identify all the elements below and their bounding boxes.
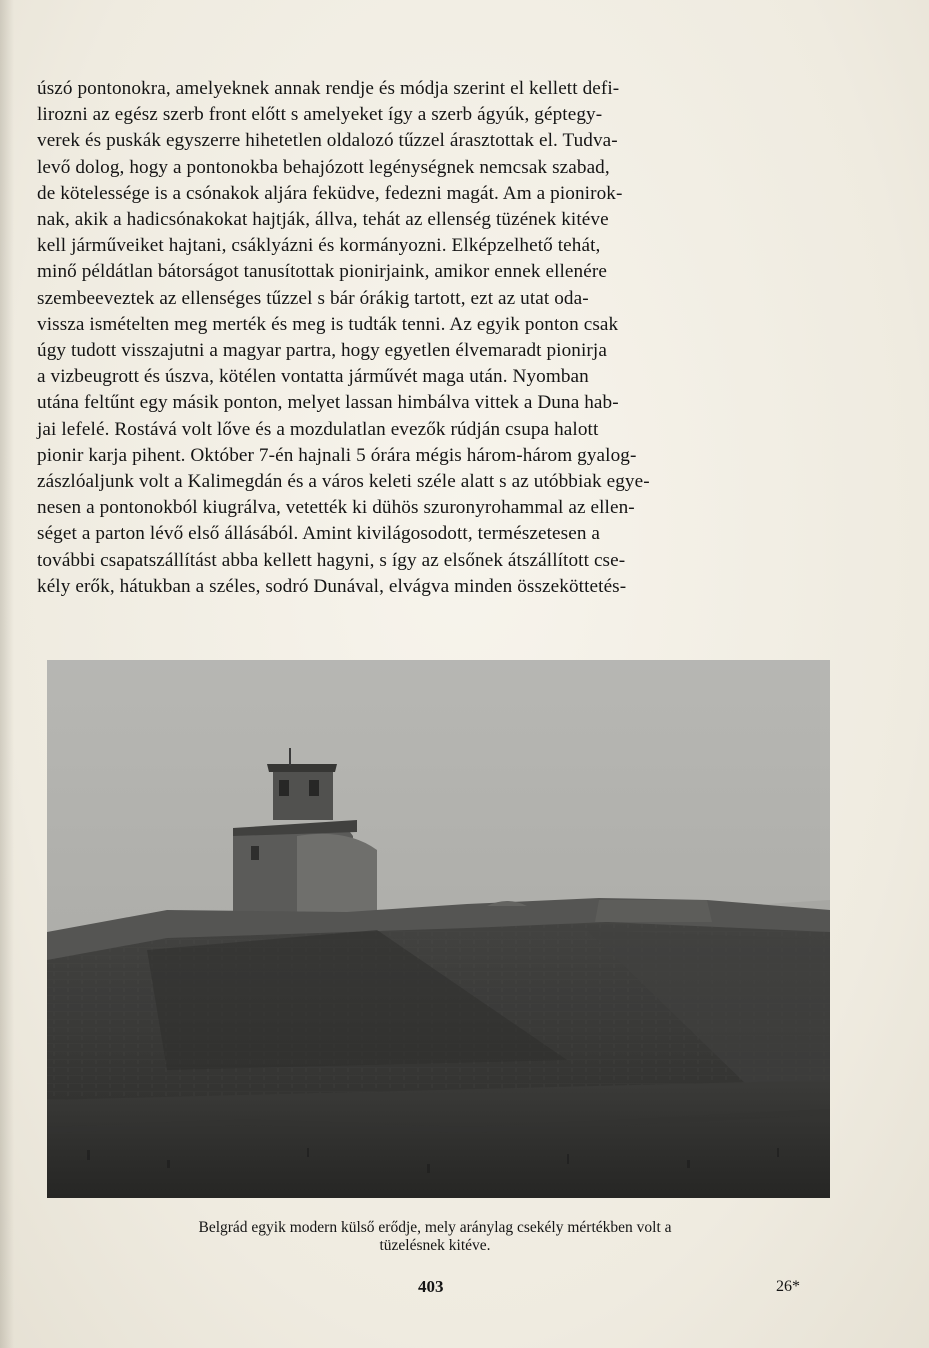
text-line: minő példátlan bátorságot tanusítottak pionirjaink, amikor ennek ellenére (37, 261, 607, 283)
text-line: zászlóaljunk volt a Kalimegdán és a város keleti széle alatt s az utóbbiak egye- (37, 471, 650, 493)
text-line: jai lefelé. Rostává volt lőve és a mozdulatlan evezők rúdján csupa halott (37, 418, 599, 440)
text-line: úszó pontonokra, amelyeknek annak rendje és módja szerint el kellett defi- (37, 78, 620, 99)
caption-line: tüzelésnek kitéve. (379, 1237, 491, 1254)
text-line: kély erők, hátukban a széles, sodró Dunával, elvágva minden összeköttetés- (37, 575, 627, 597)
text-line: a vizbeugrott és úszva, kötélen vontatta járművét maga után. Nyomban (37, 366, 589, 388)
page-number: 403 (418, 1277, 444, 1296)
text-line: vissza ismételten meg merték és meg is tudták tenni. Az egyik ponton csak (37, 313, 619, 335)
body-text (37, 76, 837, 600)
text-line: levő dolog, hogy a pontonokba behajózott legénységnek nemcsak szabad, (37, 156, 610, 178)
text-line: séget a parton lévő első állásából. Amint kivilágosodott, természetesen a (37, 523, 601, 545)
caption-line: Belgrád egyik modern külső erődje, mely aránylag csekély mértékben volt a (198, 1219, 672, 1236)
text-line: utána feltűnt egy másik ponton, melyet lassan himbálva vittek a Duna hab- (37, 392, 619, 414)
text-line: de kötelessége is a csónakok aljára feküdve, fedezni magát. Am a pionirok- (37, 182, 623, 204)
page-edge-shadow (0, 0, 14, 1348)
text-line: nesen a pontonokból kiugrálva, vetették ki dühös szuronyrohammal az ellen- (37, 497, 635, 519)
fortress-photograph (47, 660, 830, 1198)
text-line: verek és puskák egyszerre hihetetlen oldalozó tűzzel árasztottak el. Tudva- (37, 130, 618, 152)
text-line: nak, akik a hadicsónakokat hajtják, állva, tehát az ellenség tüzének kitéve (37, 209, 609, 231)
signature-mark: 26* (776, 1278, 800, 1295)
text-line: lirozni az egész szerb front előtt s amelyeket így a szerb ágyúk, géptegy- (37, 104, 603, 126)
text-line: további csapatszállítást abba kellett hagyni, s így az elsőnek átszállított cse- (37, 549, 626, 571)
text-line: szembeeveztek az ellenséges tűzzel s bár órákig tartott, ezt az utat oda- (37, 287, 589, 309)
text-line: pionir karja pihent. Október 7-én hajnali 5 órára mégis három-három gyalog- (37, 444, 637, 466)
text-line: kell járműveiket hajtani, csáklyázni és kormányozni. Elképzelhető tehát, (37, 235, 601, 257)
text-line: úgy tudott visszajutni a magyar partra, hogy egyetlen élvemaradt pionirja (37, 340, 607, 362)
photo-caption (60, 1219, 810, 1255)
